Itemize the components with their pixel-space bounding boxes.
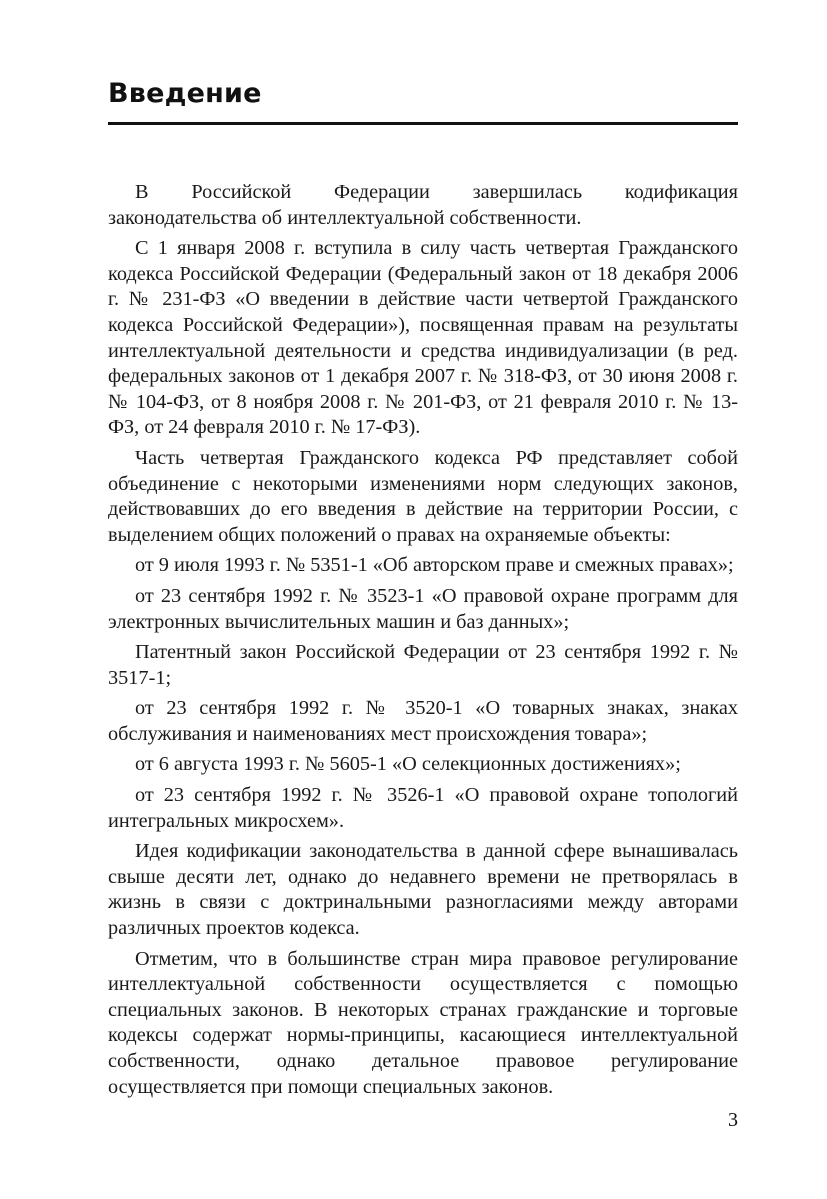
paragraph: Идея кодификации законодательства в данной сфере вынашивалась свыше десяти лет, однако до недавнего времени не претворялась в жизнь в связи с доктринальными разногласиями между авторами различных проектов кодекса. [108,840,738,940]
title-underline [108,122,738,125]
paragraph: С 1 января 2008 г. вступила в силу часть четвертая Гражданского кодекса Российской Федерации (Федеральный закон от 18 декабря 2006 г. № 231-ФЗ «О введении в действие части четвертой Гражданского кодекса Российской Федерации»), посвященная правам на результаты интеллектуальной деятельности и средства индивидуализации (в ред. федеральных законов от 1 декабря 2007 г. № 318-ФЗ, от 30 июня 2008 г. № 104-ФЗ, от 8 ноября 2008 г. № 201-ФЗ, от 21 февраля 2010 г. № 13-ФЗ, от 24 февраля 2010 г. № 17-ФЗ). [108,237,738,439]
law-list-item: от 23 сентября 1992 г. № 3520-1 «О товарных знаках, знаках обслуживания и наименованиях мест происхождения товара»; [108,697,738,745]
chapter-title: Введение [108,78,262,109]
paragraph: Отметим, что в большинстве стран мира правовое регулирование интеллектуальной собственности осуществляется с помощью специальных законов. В некоторых странах гражданские и торговые кодексы содержат нормы-принципы, касающиеся интеллектуальной собственности, однако детальное правовое регулирование осуществляется при помощи специальных законов. [108,947,738,1098]
page-number: 3 [728,1109,738,1131]
paragraph: В Российской Федерации завершилась кодификация законодательства об интеллектуальной собственности. [108,181,738,229]
law-list-item: от 6 августа 1993 г. № 5605-1 «О селекционных достижениях»; [135,753,681,776]
law-list-item: от 23 сентября 1992 г. № 3526-1 «О правовой охране топологий интегральных микросхем». [108,784,738,832]
body-text [108,180,738,1105]
law-list-item: от 23 сентября 1992 г. № 3523-1 «О правовой охране программ для электронных вычислительных машин и баз данных»; [108,584,738,633]
law-list-item: Патентный закон Российской Федерации от 23 сентября 1992 г. № 3517-1; [108,641,738,689]
law-list-item: от 9 июля 1993 г. № 5351-1 «Об авторском праве и смежных правах»; [135,554,734,577]
paragraph: Часть четвертая Гражданского кодекса РФ представляет собой объединение с некоторыми изменениями норм следующих законов, действовавших до его введения в действие на территории России, с выделением общих положений о правах на охраняемые объекты: [108,446,738,546]
